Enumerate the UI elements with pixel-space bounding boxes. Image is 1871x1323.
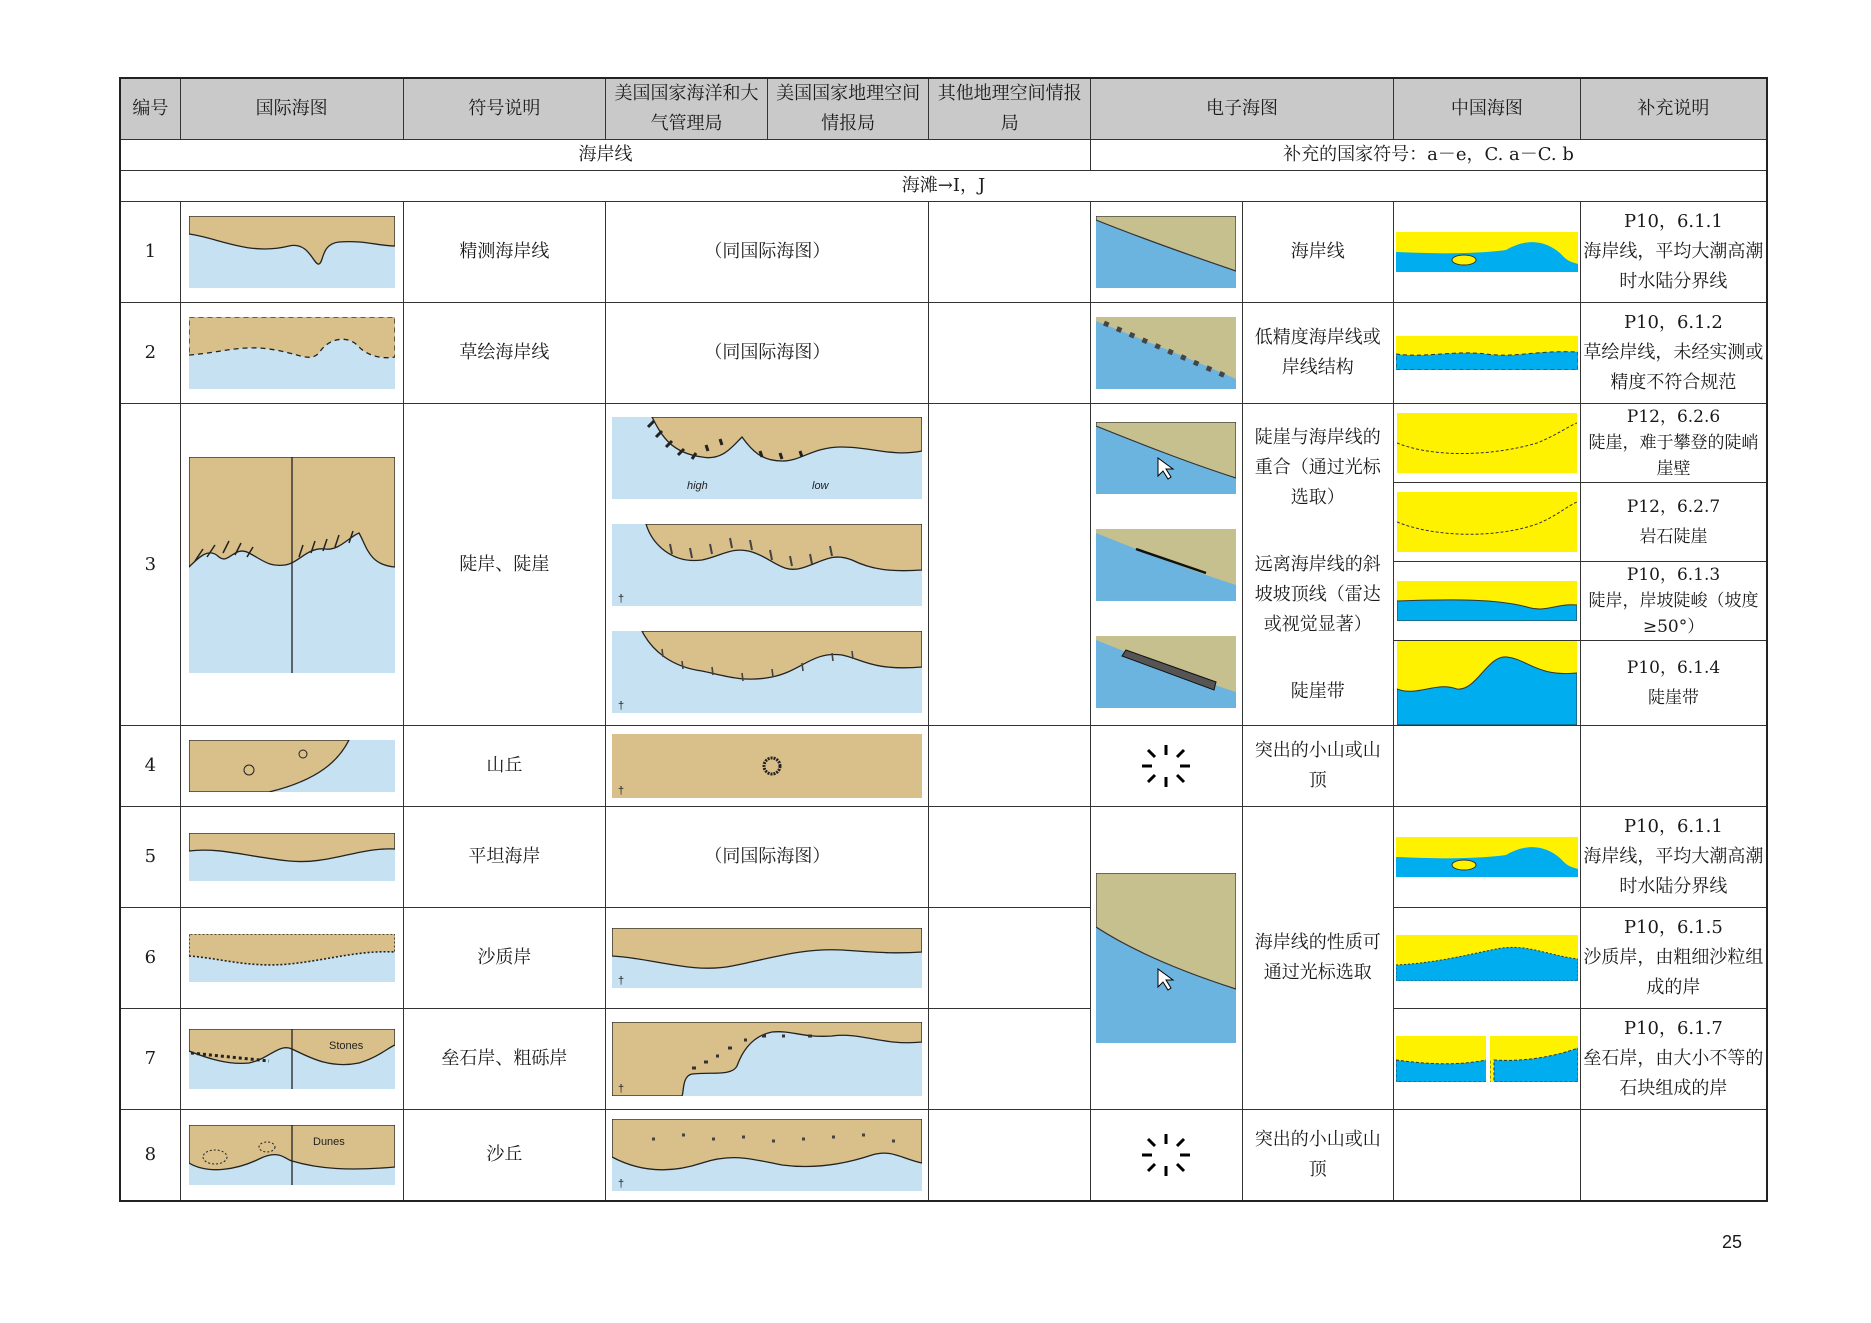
row-num: 2 — [120, 303, 180, 404]
intl-symbol — [180, 726, 403, 807]
header-num: 编号 — [120, 78, 180, 140]
noaa-symbol — [606, 1009, 929, 1110]
header-intl: 国际海图 — [180, 78, 403, 140]
row-num: 1 — [120, 202, 180, 303]
noaa-symbol — [606, 908, 929, 1009]
header-noaa: 美国国家海洋和大气管理局 — [606, 78, 768, 140]
enc-labels — [1242, 404, 1394, 726]
svg-text:†: † — [618, 592, 625, 605]
intl-symbol — [180, 1009, 403, 1110]
enc-label-shared: 海岸线的性质可通过光标选取 — [1242, 807, 1394, 1110]
china-symbol — [1394, 1009, 1581, 1110]
row-desc: 草绘海岸线 — [403, 303, 606, 404]
enc-symbols — [1090, 404, 1242, 726]
table-row — [120, 1110, 1767, 1201]
beach-row — [120, 171, 1767, 202]
header-note: 补充说明 — [1580, 78, 1767, 140]
row-other — [929, 1009, 1091, 1110]
svg-text:†: † — [618, 1083, 625, 1095]
row-desc: 精测海岸线 — [403, 202, 606, 303]
enc-label: 远离海岸线的斜坡坡顶线（雷达或视觉显著） — [1254, 553, 1381, 635]
enc-label: 陡崖带 — [1290, 680, 1345, 702]
table-row — [120, 908, 1767, 1009]
enc-label: 突出的小山或山顶 — [1242, 1110, 1394, 1201]
china-symbol — [1394, 202, 1581, 303]
intl-symbol — [180, 404, 403, 726]
china-empty — [1394, 1110, 1581, 1201]
high-label: high — [687, 479, 709, 492]
enc-label: 突出的小山或山顶 — [1242, 726, 1394, 807]
page-number: 25 — [1722, 1232, 1743, 1252]
note-empty — [1580, 1110, 1767, 1201]
intl-symbol — [180, 202, 403, 303]
row-note: P10，6.1.4 陡崖带 — [1626, 658, 1721, 708]
china-empty — [1394, 726, 1581, 807]
enc-symbol — [1090, 202, 1242, 303]
svg-text:†: † — [618, 785, 625, 797]
row-num: 3 — [120, 404, 180, 726]
row-noaa: （同国际海图） — [606, 807, 929, 908]
row-other — [929, 202, 1091, 303]
china-subrows — [1394, 404, 1767, 726]
svg-text:†: † — [618, 1177, 625, 1190]
row-note: P12，6.2.7 岩石陡崖 — [1626, 497, 1721, 547]
china-symbol — [1394, 807, 1581, 908]
header-enc: 电子海图 — [1090, 78, 1393, 140]
low-label: low — [812, 479, 829, 492]
svg-text:†: † — [618, 699, 625, 712]
row-noaa: （同国际海图） — [606, 303, 929, 404]
svg-text:†: † — [618, 975, 625, 987]
stones-label: Stones — [328, 1040, 363, 1052]
table-row — [120, 404, 1767, 726]
row-other — [929, 404, 1091, 726]
row-note: P10，6.1.7 垒石岸，由大小不等的石块组成的岸 — [1580, 1009, 1767, 1110]
row-num: 8 — [120, 1110, 180, 1201]
row-other — [929, 303, 1091, 404]
intl-symbol — [180, 908, 403, 1009]
row-note: P10，6.1.3 陡岸，岸坡陡峻（坡度≥50°） — [1588, 565, 1759, 637]
row-other — [929, 807, 1091, 908]
row-note: P10，6.1.2 草绘岸线，未经实测或精度不符合规范 — [1580, 303, 1767, 404]
symbol-table — [119, 77, 1768, 1202]
noaa-symbol — [606, 1110, 929, 1201]
row-noaa: （同国际海图） — [606, 202, 929, 303]
row-desc: 陡岸、陡崖 — [403, 404, 606, 726]
row-desc: 平坦海岸 — [403, 807, 606, 908]
section-supplement: 补充的国家符号：a－e，C. a－C. b — [1090, 140, 1767, 171]
row-num: 7 — [120, 1009, 180, 1110]
row-other — [929, 908, 1091, 1009]
row-desc: 垒石岸、粗砾岸 — [403, 1009, 606, 1110]
section-row — [120, 140, 1767, 171]
row-note: P10，6.1.5 沙质岸，由粗细沙粒组成的岸 — [1580, 908, 1767, 1009]
row-desc: 山丘 — [403, 726, 606, 807]
row-note: P12，6.2.6 陡崖，难于攀登的陡峭崖壁 — [1588, 407, 1759, 479]
row-other — [929, 1110, 1091, 1201]
row-other — [929, 726, 1091, 807]
table-row — [120, 726, 1767, 807]
intl-symbol — [180, 303, 403, 404]
table-row — [120, 202, 1767, 303]
note-empty — [1580, 726, 1767, 807]
enc-label: 陡崖与海岸线的重合（通过光标选取） — [1254, 426, 1381, 508]
row-num: 6 — [120, 908, 180, 1009]
enc-label: 海岸线 — [1242, 202, 1394, 303]
row-note: P10，6.1.1 海岸线，平均大潮高潮时水陆分界线 — [1580, 202, 1767, 303]
enc-symbol-shared — [1090, 807, 1242, 1110]
china-symbol — [1394, 303, 1581, 404]
row-num: 4 — [120, 726, 180, 807]
peak-icon — [1090, 726, 1242, 807]
intl-symbol — [180, 807, 403, 908]
table-row — [120, 807, 1767, 908]
header-desc: 符号说明 — [403, 78, 606, 140]
table-row — [120, 1009, 1767, 1110]
header-row — [120, 78, 1767, 140]
enc-label: 低精度海岸线或岸线结构 — [1242, 303, 1394, 404]
intl-symbol — [180, 1110, 403, 1201]
header-china: 中国海图 — [1394, 78, 1581, 140]
table-row — [120, 303, 1767, 404]
noaa-symbol — [606, 726, 929, 807]
row-num: 5 — [120, 807, 180, 908]
peak-icon — [1090, 1110, 1242, 1201]
header-other: 其他地理空间情报局 — [929, 78, 1091, 140]
dunes-label: Dunes — [312, 1135, 345, 1148]
header-nga: 美国国家地理空间情报局 — [767, 78, 929, 140]
section-title: 海岸线 — [120, 140, 1090, 171]
beach-reference: 海滩→I，J — [120, 171, 1767, 202]
coastline-symbol-table — [119, 77, 1768, 1197]
row-desc: 沙质岸 — [403, 908, 606, 1009]
row-note: P10，6.1.1 海岸线，平均大潮高潮时水陆分界线 — [1580, 807, 1767, 908]
enc-symbol — [1090, 303, 1242, 404]
china-symbol — [1394, 908, 1581, 1009]
row-desc: 沙丘 — [403, 1110, 606, 1201]
noaa-symbol — [606, 404, 929, 726]
